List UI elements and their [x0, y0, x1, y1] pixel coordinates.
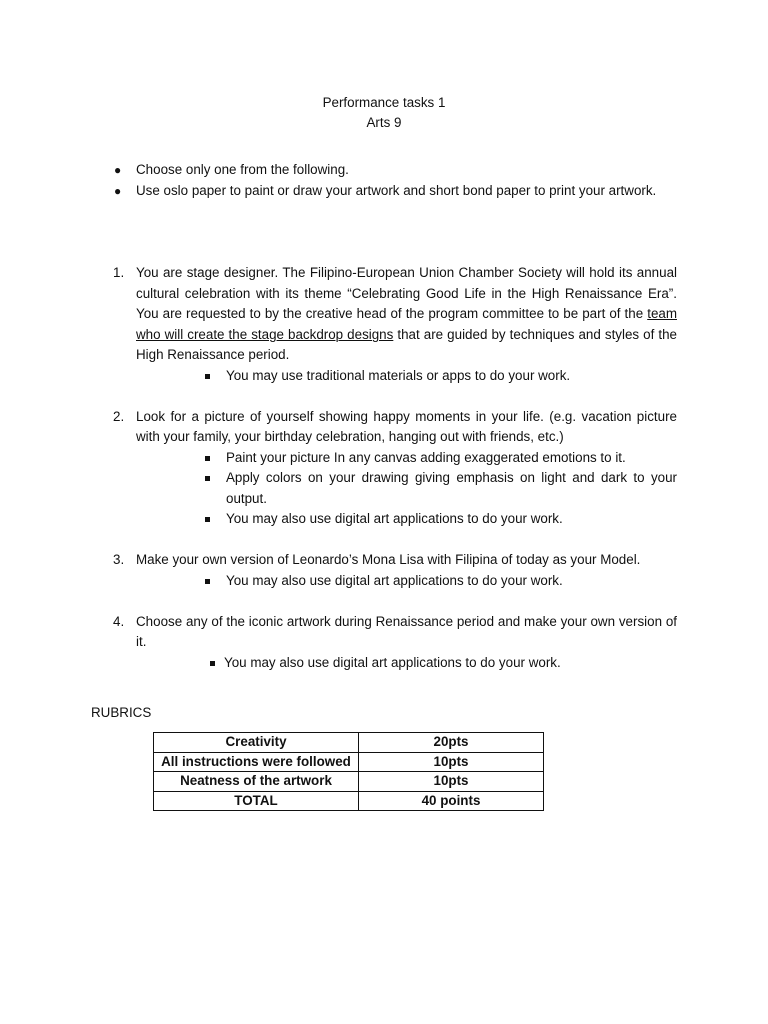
subitem — [200, 468, 677, 509]
rubric-criterion: Neatness of the artwork — [154, 772, 359, 792]
task-text: Make your own version of Leonardo’s Mona Lisa with Filipina of today as your Model. — [136, 552, 641, 567]
rubric-criterion: Creativity — [154, 733, 359, 753]
task-subitems — [200, 366, 677, 387]
task-text: Look for a picture of yourself showing happy moments in your life. (e.g. vacation picture with your family, your birthday celebration, hanging out with friends, etc.) — [136, 408, 677, 444]
instruction-list — [110, 160, 677, 201]
square-bullet-icon — [210, 661, 215, 666]
page-subtitle: Arts 9 — [366, 115, 402, 130]
subitem-text: You may also use digital art applications to do your work. — [226, 511, 563, 526]
task-subitems — [200, 571, 677, 592]
task-number: 4. — [113, 613, 125, 629]
rubric-points: 10pts — [359, 752, 544, 772]
table-row — [154, 733, 544, 753]
square-bullet-icon — [205, 579, 210, 584]
subitem — [205, 653, 677, 674]
bullet-icon: ● — [114, 163, 122, 177]
title-block — [0, 93, 768, 133]
rubrics-heading: RUBRICS — [91, 705, 152, 720]
subitem — [200, 509, 677, 530]
task-text-part: that are guided by techniques and styles of the High Renaissance period. — [136, 326, 677, 362]
task-subitems — [205, 653, 677, 674]
square-bullet-icon — [205, 476, 210, 481]
subitem — [200, 448, 677, 469]
instruction-item — [110, 160, 677, 181]
rubric-points: 40 points — [359, 791, 544, 811]
rubric-table — [153, 732, 544, 811]
task-text: Choose any of the iconic artwork during Renaissance period and make your own version of it. — [136, 613, 677, 649]
subitem-text: Paint your picture In any canvas adding exaggerated emotions to it. — [226, 449, 626, 465]
square-bullet-icon — [205, 517, 210, 522]
table-row — [154, 752, 544, 772]
subitem-text: You may also use digital art applications to do your work. — [224, 654, 561, 670]
rubric-points: 10pts — [359, 772, 544, 792]
bullet-icon: ● — [114, 183, 122, 198]
task-item-3 — [110, 550, 677, 591]
rubric-criterion: All instructions were followed — [154, 752, 359, 772]
subitem-text: You may use traditional materials or apps to do your work. — [226, 367, 571, 383]
square-bullet-icon — [205, 456, 210, 461]
task-text-underlined: team who will create the stage backdrop designs — [136, 306, 677, 342]
subitem-text: Apply colors on your drawing giving emphasis on light and dark to your output. — [226, 470, 677, 506]
subitem — [200, 571, 677, 592]
task-text-part: You are stage designer. The Filipino-European Union Chamber Society will hold its annual cultural celebration with its theme “Celebrating Good Life in the High Renaissance Era”. You are requested to by the creative head of the program committee to be part of the — [136, 265, 677, 321]
page-title: Performance tasks 1 — [322, 95, 446, 110]
task-text — [136, 263, 677, 366]
subitem — [200, 366, 677, 387]
task-item-2 — [110, 407, 677, 530]
table-row — [154, 772, 544, 792]
square-bullet-icon — [205, 374, 210, 379]
task-item-1 — [110, 263, 677, 386]
rubric-points: 20pts — [359, 733, 544, 753]
task-number: 3. — [113, 552, 125, 567]
table-row — [154, 791, 544, 811]
instruction-text: Use oslo paper to paint or draw your artwork and short bond paper to print your artwork. — [136, 182, 657, 198]
subitem-text: You may also use digital art applications to do your work. — [226, 572, 563, 588]
task-item-4 — [110, 612, 677, 674]
instruction-item — [110, 181, 677, 202]
rubric-criterion: TOTAL — [154, 791, 359, 811]
task-number: 1. — [113, 265, 125, 280]
task-subitems — [200, 448, 677, 530]
task-list — [110, 263, 677, 694]
instruction-text: Choose only one from the following. — [136, 162, 349, 177]
task-number: 2. — [113, 408, 125, 424]
